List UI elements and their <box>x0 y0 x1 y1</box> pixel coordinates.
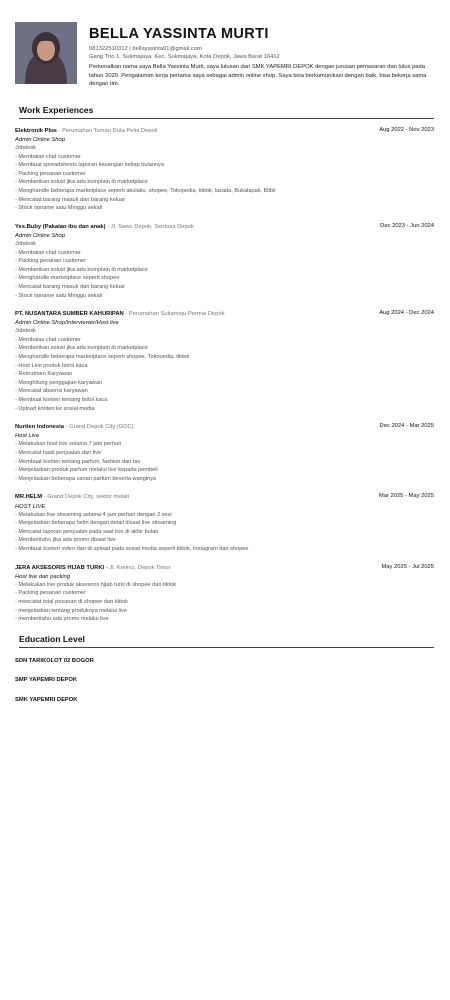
job-duties <box>15 511 434 554</box>
job-dates: Aug 2022 - Nov 2023 <box>379 126 434 133</box>
job-duty: - Membalas chat customer <box>15 249 81 256</box>
job-role: Host Live <box>15 433 40 440</box>
job-entry <box>15 423 434 483</box>
job-duties <box>15 336 434 413</box>
job-duty: - Membalas chat customer <box>15 153 81 160</box>
job-duty: - Melakukan host live selama 7 jam perhari <box>15 441 122 448</box>
job-duty: - Membalas chat customer <box>15 336 81 343</box>
work-experience-list <box>15 127 434 624</box>
job-duty: - Rekrutmen Karyawan <box>15 371 73 378</box>
job-duty: - Membuat konten video dan di upload pada sosial media seperti tiktok, Instagram dan shopee <box>15 545 249 552</box>
job-dates: May 2025 - Jul 2025 <box>381 563 434 570</box>
job-company: JERA AKSESORIS HIJAB TURKI <box>15 564 105 571</box>
job-header <box>15 127 434 135</box>
job-duty: - Mencatat laporan penjualan pada saat live di akhir bulan <box>15 528 159 535</box>
job-header <box>15 223 434 231</box>
job-duty: - Menghandle marketplace seperti shopee <box>15 275 120 282</box>
job-separator: - <box>43 494 48 501</box>
job-company: Yes.Buby (Pakaian ibu dan anak) <box>15 223 106 230</box>
profile-photo-art <box>15 22 77 84</box>
job-title-line <box>15 223 194 231</box>
job-location: Grand Depok City, sektor melati <box>47 494 129 501</box>
job-title-line <box>15 564 171 572</box>
job-role: Host live dan packing <box>15 573 71 580</box>
job-role: Admin Online Shop <box>15 136 65 143</box>
job-separator: - <box>125 311 129 318</box>
job-header <box>15 310 434 318</box>
job-duty: - Packing pesanan customer <box>15 170 86 177</box>
job-duty: - Packing pesanan customer <box>15 258 86 265</box>
job-duty: - Memberikan solusi jika ada komplain di marketplace <box>15 266 148 273</box>
job-duty: - menjelaskan tentang produknya melalui live <box>15 607 127 614</box>
job-entry <box>15 310 434 413</box>
job-header <box>15 564 434 572</box>
education-item: SDN TARIKOLOT 02 BOGOR <box>15 657 94 664</box>
job-title-line <box>15 493 129 501</box>
job-dates: Mar 2025 - May 2025 <box>378 493 434 500</box>
person-name: BELLA YASSINTA MURTI <box>89 26 269 42</box>
job-duty: - Memberikan solusi jika ada komplain di marketplace <box>15 179 148 186</box>
job-duty: - Host Live produk botol kaca <box>15 362 88 369</box>
job-duties <box>15 440 434 483</box>
work-section-title: Work Experiences <box>19 105 434 119</box>
education-item: SMP YAPEMRI DEPOK <box>15 677 78 684</box>
job-separator: - <box>105 564 110 571</box>
job-duties <box>15 153 434 213</box>
job-duties <box>15 249 434 301</box>
profile-header <box>15 22 434 89</box>
job-duty: - Mencatat hasil penjualan dari live <box>15 450 102 457</box>
job-location: Perumahan Sukamaju Permai Depok <box>128 311 225 318</box>
job-duty: - Packing pesanan customer <box>15 590 86 597</box>
job-separator: - <box>65 424 70 431</box>
job-duty: - Mencatat absensi karyawan <box>15 388 88 395</box>
job-duty: - Memberikan solusi jika ada komplain di marketplace <box>15 345 148 352</box>
contact-line: 081322510312 | bellayasinta01@gmail.com <box>89 46 202 52</box>
job-title-line <box>15 310 225 318</box>
job-location: Jl. Kerinci, Depok Timur <box>109 564 171 571</box>
job-duty: - Mencatat barang masuk dan barang keluar <box>15 283 126 290</box>
address-line: Gang Trio 1, Sukmajaya, Kec. Sukmajaya, Kota Depok, Jawa Barat 16412 <box>89 54 280 60</box>
job-header <box>15 423 434 431</box>
job-duty: - Memberitahu jika ada promo disaat live <box>15 537 116 544</box>
job-location: Jl. Sawo Depok, Sentosa Depok <box>110 223 194 230</box>
job-location: Perumahan Taman Duta Pelni Depok <box>62 127 158 134</box>
job-label: Jobdesk <box>15 240 36 247</box>
job-role: Admin Online Shop/Interviewer/Host live <box>15 320 119 327</box>
job-duty: - Stock opname satu Minggu sekali <box>15 292 103 299</box>
job-duty: - Melakukan live produk aksesoris hijab turki di shopee dan tiktok <box>15 581 177 588</box>
profile-summary: Perkenalkan nama saya Bella Yassinta Murti, saya lulusan dari SMK YAPEMRI DEPOK dengan jurusan pemasaran dan lulus pada tahun 2020. Pengalaman kerja pertama saya sebagai admin online shop. Saya bisa berkomunikasi dengan baik, bisa bekerja sama dengan tim. <box>89 64 427 88</box>
job-duty: - Menjelaskan produk parfum melalui live kepada pembeli <box>15 467 158 474</box>
job-company: PT. NUSANTARA SUMBER KAHURIPAN <box>15 311 124 318</box>
job-duties <box>15 581 434 624</box>
job-duty: - Mencatat barang masuk dan barang keluar <box>15 196 126 203</box>
job-duty: - Menghandle beberapa marketplace seperti shopee, Tokouedia, tiktok <box>15 354 190 361</box>
job-duty: - Membuat konten tentang parfum, fashion dan tas <box>15 458 141 465</box>
job-dates: Dec 2023 - Jun 2024 <box>380 222 434 229</box>
job-duty: - Menjelaskan beberapa varian parfum beserta wanginya <box>15 475 157 482</box>
job-title-line <box>15 127 158 135</box>
job-duty: - Menghandle beberapa marketplace seperti akulaku, shopee, Tokopedia, tiktok, lazada, Bukalapak, Blibli <box>15 187 276 194</box>
job-duty: - Melakukan live streaming selama 4 jam perhari dengan 2 sesi <box>15 511 172 518</box>
job-duty: - Upload konten ke sosial media <box>15 405 95 412</box>
job-entry <box>15 223 434 300</box>
job-entry <box>15 493 434 553</box>
profile-text <box>89 22 434 89</box>
job-separator: - <box>107 223 111 230</box>
job-entry <box>15 564 434 624</box>
job-duty: - memberitahu ada promo melalui live <box>15 616 109 623</box>
job-label: Jobdesk <box>15 144 36 151</box>
profile-photo <box>15 22 77 84</box>
education-list <box>15 658 434 703</box>
job-duty: - Membuat spreadsheets laporan keuangan setiap bulannya <box>15 162 164 169</box>
job-duty: - Stock opname satu Minggu sekali <box>15 205 103 212</box>
job-dates: Dec 2024 - Mar 2025 <box>379 423 434 430</box>
job-title-line <box>15 423 134 431</box>
job-header <box>15 493 434 501</box>
job-company: Nurtien Indonesia <box>15 424 64 431</box>
job-company: Elektronik Plus <box>15 127 57 134</box>
job-dates: Aug 2024 - Dec 2024 <box>379 310 434 317</box>
education-item: SMK YAPEMRI DEPOK <box>15 696 78 703</box>
job-duty: - Menjelaskan beberapa helm dengan detail disaat live streaming <box>15 520 177 527</box>
job-role: HOST LIVE <box>15 503 46 510</box>
job-duty: - Menghitung penggajian karyawan <box>15 379 103 386</box>
job-separator: - <box>58 127 63 134</box>
job-company: MR.HELM <box>15 494 43 501</box>
job-location: Grand Depok City (GDC) <box>69 424 134 431</box>
education-section-title: Education Level <box>19 634 434 648</box>
job-duty: - Membuat konten tentang botol kaca <box>15 397 108 404</box>
job-role: Admin Online Shop <box>15 232 65 239</box>
job-entry <box>15 127 434 213</box>
job-duty: - mencatat total pesanan di shopee dan tiktok <box>15 598 128 605</box>
job-label: Jobdesk <box>15 328 36 335</box>
